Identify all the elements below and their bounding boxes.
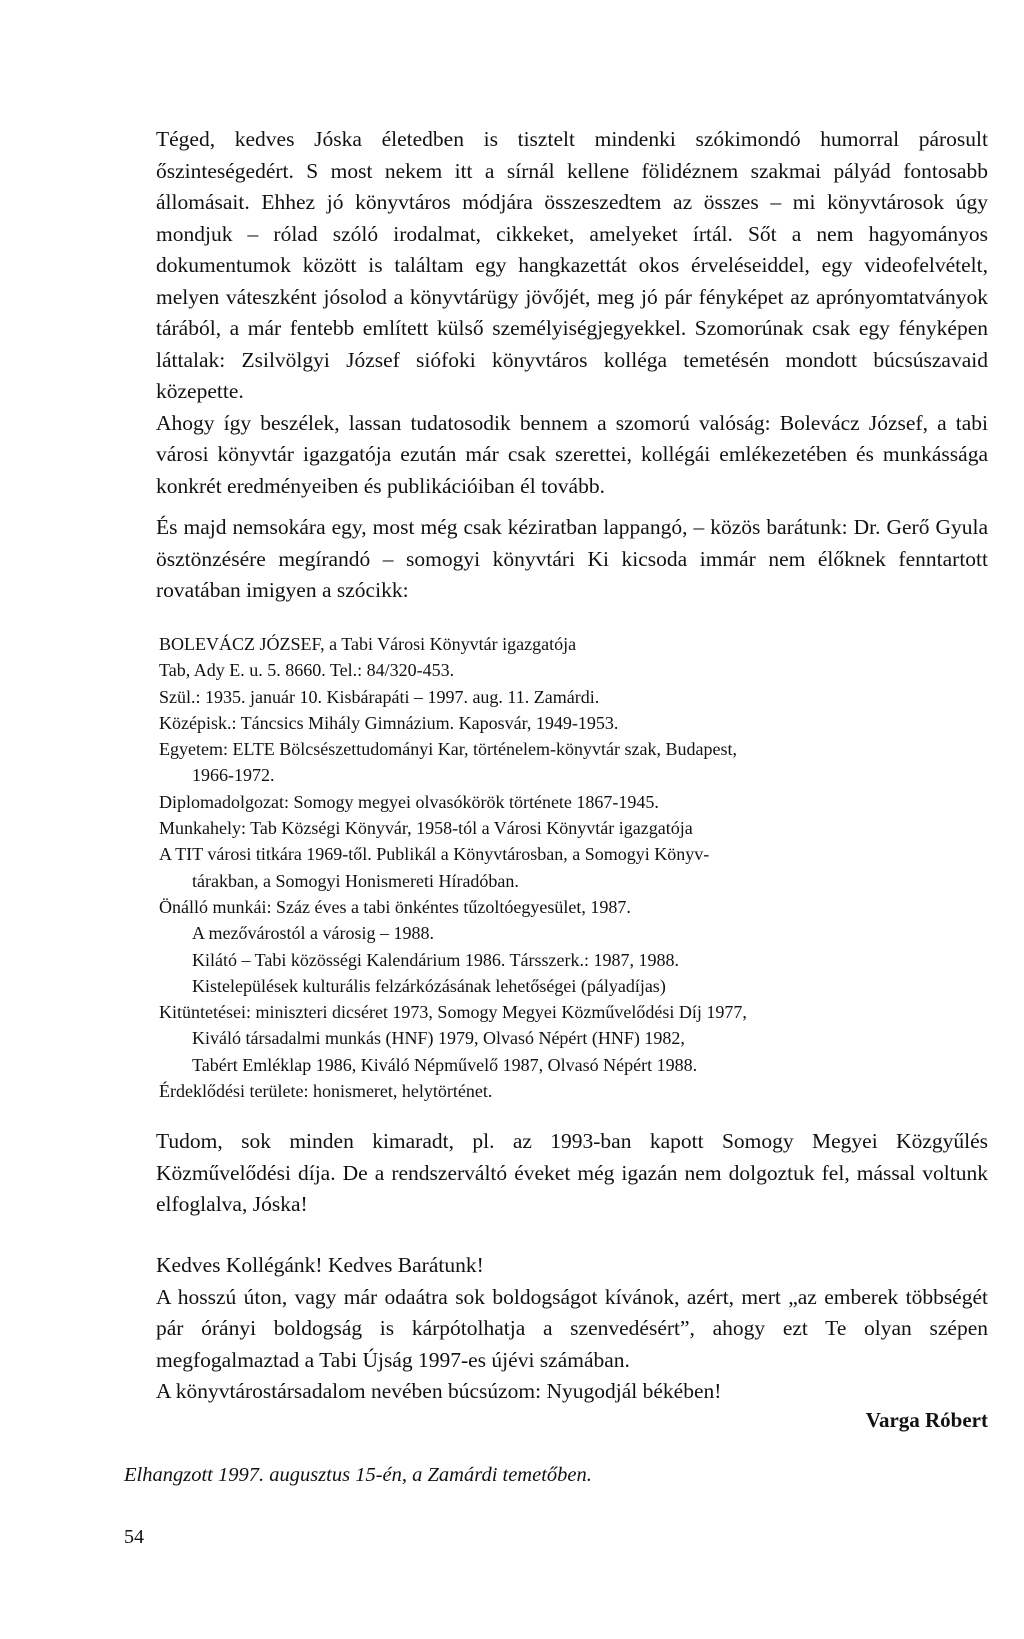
paragraph: Ahogy így beszélek, lassan tudatosodik bennem a szomorú valóság: Bolevácz József, a tabi városi könyvtár igazgatója ezután már csak szerettei, kollégái emlékezetében és munkássága konkrét eredményeiben és publikációiban él tovább.	[156, 410, 988, 498]
entry-line: Kiváló társadalmi munkás (HNF) 1979, Olvasó Népért (HNF) 1982,	[192, 1028, 685, 1049]
entry-line: Középisk.: Táncsics Mihály Gimnázium. Kaposvár, 1949-1953.	[159, 712, 619, 733]
entry-line: A TIT városi titkára 1969-től. Publikál a Könyvtárosban, a Somogyi Könyv-	[159, 844, 710, 865]
entry-line: A mezővárostól a városig – 1988.	[192, 923, 434, 944]
entry-line: tárakban, a Somogyi Honismereti Híradóban.	[192, 870, 519, 891]
entry-line: Tabért Emléklap 1986, Kiváló Népművelő 1987, Olvasó Népért 1988.	[192, 1054, 698, 1075]
entry-line: 1966-1972.	[192, 765, 275, 786]
farewell-paragraphs	[156, 1250, 988, 1408]
entry-line: Egyetem: ELTE Bölcsészettudományi Kar, történelem-könyvtár szak, Budapest,	[159, 739, 737, 760]
entry-line: BOLEVÁCZ JÓZSEF, a Tabi Városi Könyvtár igazgatója	[159, 634, 577, 654]
biographical-entry	[159, 631, 989, 1104]
entry-line: Kilátó – Tabi közösségi Kalendárium 1986. Társszerk.: 1987, 1988.	[192, 949, 679, 970]
entry-line: Szül.: 1935. január 10. Kisbárapáti – 1997. aug. 11. Zamárdi.	[159, 686, 600, 707]
entry-line: Tab, Ady E. u. 5. 8660. Tel.: 84/320-453.	[159, 660, 455, 681]
entry-line: Kitüntetései: miniszteri dicséret 1973, Somogy Megyei Közművelődési Díj 1977,	[159, 1002, 747, 1023]
entry-line: Diplomadolgozat: Somogy megyei olvasókörök története 1867-1945.	[159, 791, 659, 812]
signature: Varga Róbert	[865, 1408, 988, 1432]
paragraph: Téged, kedves Jóska életedben is tisztelt mindenki szókimondó humorral párosult őszinteségedért. S most nekem itt a sírnál kellene fölidéznem szakmai pályád fontosabb állomásait. Ehhez jó könyvtáros módjára összeszedtem az összes – mi könyvtárosok úgy mondjuk – rólad szóló irodalmat, cikkeket, amelyeket írtál. Sőt a nem hagyományos dokumentumok között is találtam egy hangkazettát okos érveléseiddel, egy videofelvételt, melyen váteszként jósolod a könyvtárügy jövőjét, meg jó pár fényképet az aprónyomtatványok tárából, a már fentebb említett külső személyiségjegyekkel. Szomorúnak csak egy fényképen láttalak: Zsilvölgyi József siófoki könyvtáros kolléga temetésén mondott búcsúszavaid közepette.	[156, 127, 988, 403]
paragraph: A hosszú úton, vagy már odaátra sok boldogságot kívánok, azért, mert „az emberek többségét pár órányi boldogság is kárpótolhatja a szenvedésért”, ahogy ezt Te olyan szépen megfogalmaztad a Tabi Újság 1997-es újévi számában.	[156, 1284, 988, 1372]
entry-line: Kistelepülések kulturális felzárkózásának lehetőségei (pályadíjas)	[192, 975, 666, 996]
entry-line: Önálló munkái: Száz éves a tabi önkéntes tűzoltóegyesület, 1987.	[159, 896, 631, 917]
opening-paragraphs	[156, 124, 988, 502]
paragraph: És majd nemsokára egy, most még csak kéziratban lappangó, – közös barátunk: Dr. Gerő Gyula ösztönzésére megírandó – somogyi könyvtári Ki kicsoda immár nem élőknek fenntartott rovatában imigyen a szócikk:	[156, 515, 988, 602]
intro-paragraph	[156, 512, 988, 607]
paragraph: Kedves Kollégánk! Kedves Barátunk!	[156, 1253, 484, 1277]
paragraph: A könyvtárostársadalom nevében búcsúzom: Nyugodjál békében!	[156, 1379, 722, 1403]
footnote: Elhangzott 1997. augusztus 15-én, a Zamárdi temetőben.	[124, 1464, 592, 1486]
closing-paragraph	[156, 1126, 988, 1221]
page-number: 54	[124, 1526, 144, 1548]
entry-line: Érdeklődési területe: honismeret, helytörténet.	[159, 1081, 493, 1102]
paragraph: Tudom, sok minden kimaradt, pl. az 1993-ban kapott Somogy Megyei Közgyűlés Közművelődési díja. De a rendszerváltó éveket még igazán nem dolgoztuk fel, mással voltunk elfoglalva, Jóska!	[156, 1129, 988, 1216]
entry-line: Munkahely: Tab Községi Könyvár, 1958-tól a Városi Könyvtár igazgatója	[159, 818, 693, 839]
